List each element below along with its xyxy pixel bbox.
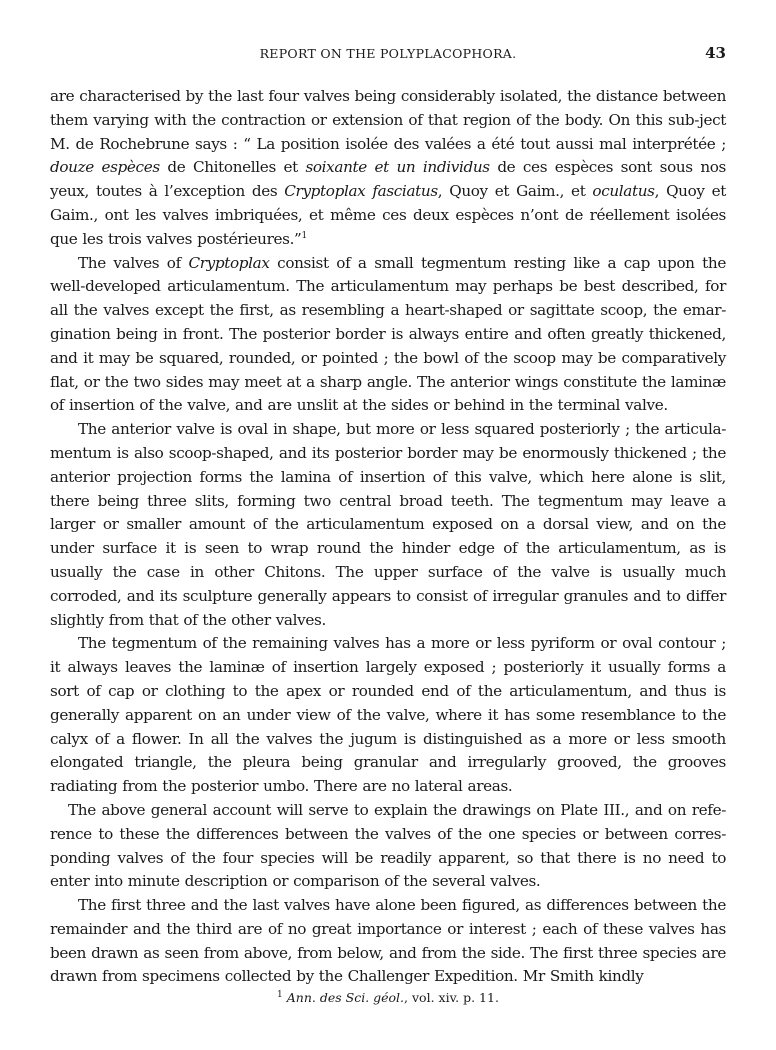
text-run: are characterised by the last four valves being considerably isolated, the distance between them varying with the contraction or extension of that region of the body. On this sub-ject M. de Rochebrune says : “ La position isolée des valées a été tout aussi mal interprétée ; xyxy=(50,87,726,153)
footnote-reference: 1 xyxy=(301,230,307,241)
paragraph xyxy=(50,418,726,632)
text-run: , Quoy et Gaim., et xyxy=(437,182,593,201)
text-run: , Quoy et Gaim., ont les valves imbriquées, et même ces deux espèces n’ont de réellement isolées que les trois valves postérieures.” xyxy=(50,182,726,248)
paragraph xyxy=(50,252,726,419)
text-run: de Chitonelles et xyxy=(159,158,306,177)
footnote-marker: 1 xyxy=(277,989,283,1000)
italic-text: soixante et un individus xyxy=(305,158,490,177)
footnote-citation-detail: , vol. xiv. p. 11. xyxy=(404,990,499,1005)
text-run: The anterior valve is oval in shape, but more or less squared posteriorly ; the articula-mentum is also scoop-shaped, and its posterior border may be enormously thickened ; the anterior projection forms the lamina of insertion of this valve, which here alone is slit, there being three slits, forming two central broad teeth. The tegmentum may leave a larger or smaller amount of the articulamentum exposed on a dorsal view, and on the under surface it is seen to wrap round the hinder edge of the articulamentum, as is usually the case in other Chitons. The upper surface of the valve is usually much corroded, and its sculpture generally appears to consist of irregular granules and to differ slightly from that of the other valves. xyxy=(50,420,726,629)
footnote xyxy=(50,990,726,1005)
body-text xyxy=(50,85,726,989)
text-run: The tegmentum of the remaining valves has a more or less pyriform or oval contour ; it always leaves the laminæ of insertion largely exposed ; posteriorly it usually forms a sort of cap or clothing to the apex or rounded end of the articulamentum, and thus is generally apparent on an under view of the valve, where it has some resemblance to the calyx of a flower. In all the valves the jugum is distinguished as a more or less smooth elongated triangle, the pleura being granular and irregularly grooved, the grooves radiating from the posterior umbo. There are no lateral areas. xyxy=(50,634,726,796)
footnote-citation-title: Ann. des Sci. géol. xyxy=(286,990,405,1005)
paragraph xyxy=(50,85,726,252)
paragraph xyxy=(50,894,726,989)
italic-text: Cryptoplax fasciatus xyxy=(284,182,438,201)
page-header xyxy=(50,44,726,64)
text-run: de ces espèces sont sous nos yeux, toutes à l’exception des xyxy=(50,158,726,201)
paragraph xyxy=(50,799,726,894)
text-run: The valves of xyxy=(78,253,189,272)
running-title: REPORT ON THE POLYPLACOPHORA. xyxy=(259,46,517,61)
text-run: The first three and the last valves have alone been figured, as differences between the remainder and the third are of no great importance or interest ; each of these valves has been drawn as seen from above, from below, and from the side. The first three species are drawn from specimens collected by the Challenger Expedition. Mr Smith kindly xyxy=(50,896,726,986)
page-number: 43 xyxy=(705,44,726,62)
italic-text: oculatus xyxy=(592,182,655,201)
text-run: consist of a small tegmentum resting like a cap upon the well-developed articulamentum. The articulamentum may perhaps be best described, for all the valves except the first, as resembling a heart-shaped or sagittate scoop, the emar-gination being in front. The posterior border is always entire and often greatly thickened, and it may be squared, rounded, or pointed ; the bowl of the scoop may be comparatively flat, or the two sides may meet at a sharp angle. The anterior wings constitute the laminæ of insertion of the valve, and are unslit at the sides or behind in the terminal valve. xyxy=(50,253,726,415)
text-run: The above general account will serve to explain the drawings on Plate III., and on refe-rence to these the differences between the valves of the one species or between corres-ponding valves of the four species will be readily apparent, so that there is no need to enter into minute description or comparison of the several valves. xyxy=(50,800,726,891)
italic-text: Cryptoplax xyxy=(188,253,270,272)
italic-text: douze espèces xyxy=(50,158,160,177)
paragraph xyxy=(50,632,726,799)
